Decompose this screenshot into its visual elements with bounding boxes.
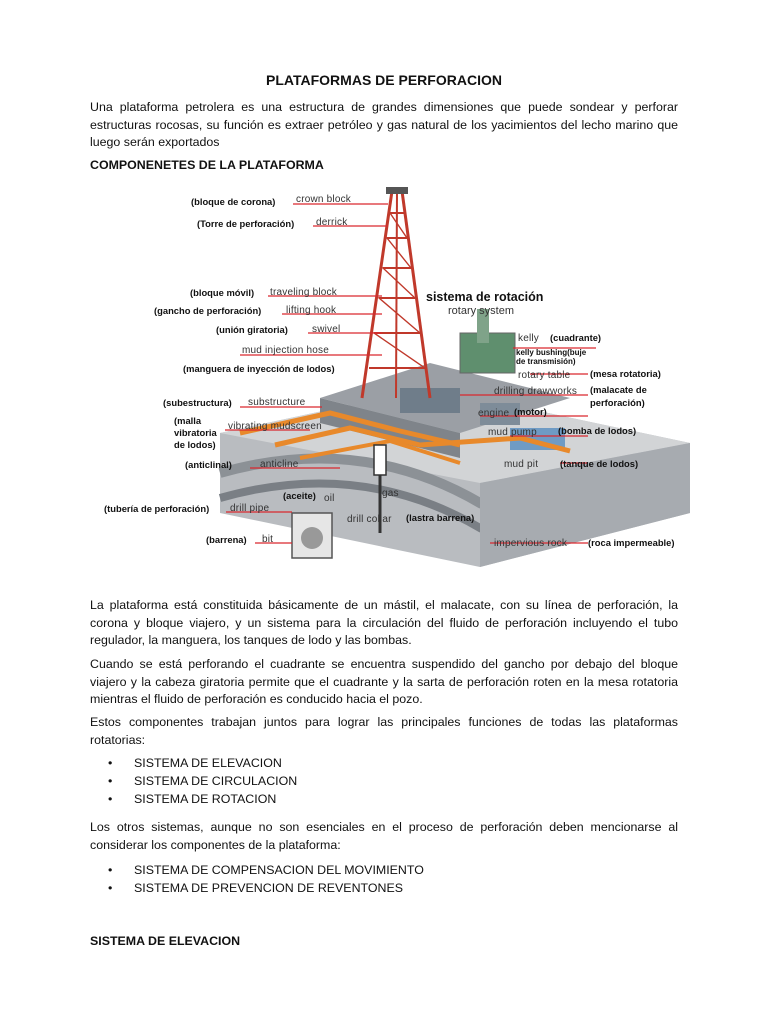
paragraph-1: La plataforma está constituida básicamente de un mástil, el malacate, con su línea de perforación, la corona y bloque viajero, y un sistema para la circulación del fluido de perforación incluyendo el tubo regulador, la manguera, los tanques de lodo y las bombas. [90, 598, 678, 648]
paragraph-4: Los otros sistemas, aunque no son esenciales en el proceso de perforación deben mencionarse al considerar los componentes de la plataforma: [90, 820, 678, 852]
label-es-drawworks-1: (malacate de [590, 384, 647, 395]
label-es-kelly: (cuadrante) [550, 332, 602, 343]
label-es-bit: (barrena) [206, 534, 247, 545]
label-es-drawworks-2: perforación) [590, 397, 645, 408]
components-heading: COMPONENETES DE LA PLATAFORMA [90, 158, 324, 172]
label-en-lifting-hook: lifting hook [286, 305, 337, 316]
main-systems-list [108, 755, 297, 808]
other-systems-list [108, 862, 424, 898]
label-en-drill-pipe: drill pipe [230, 503, 270, 514]
final-heading: SISTEMA DE ELEVACION [90, 934, 241, 948]
label-en-mudscreen: vibrating mudscreen [228, 421, 322, 432]
label-es-kelly-bushing-2: de transmisión) [516, 357, 576, 366]
list-item: • SISTEMA DE CIRCULACION [108, 773, 297, 791]
label-es-mudscreen-1: (malla [174, 415, 202, 426]
drilling-rig-diagram [100, 183, 692, 567]
label-es-impervious-rock: (roca impermeable) [588, 537, 675, 548]
label-es-kelly-bushing-1: kelly bushing(buje [516, 348, 587, 357]
label-en-drill-collar: drill collar [347, 514, 392, 525]
label-es-mudscreen-3: de lodos) [174, 439, 216, 450]
list-item: • SISTEMA DE PREVENCION DE REVENTONES [108, 880, 424, 898]
label-es-derrick: (Torre de perforación) [197, 218, 295, 229]
label-es-crown-block: (bloque de corona) [191, 196, 276, 207]
list-item: • SISTEMA DE ROTACION [108, 791, 297, 809]
label-es-drill-collar: (lastra barrena) [406, 512, 475, 523]
label-en-oil: oil [324, 493, 335, 504]
label-en-mud-injection-hose: mud injection hose [242, 345, 329, 356]
gas-pocket [374, 445, 386, 475]
label-en-gas: gas [382, 488, 399, 499]
label-es-engine: (motor) [514, 406, 547, 417]
label-es-mudscreen-2: vibratoria [174, 427, 217, 438]
list-item: • SISTEMA DE COMPENSACION DEL MOVIMIENTO [108, 862, 424, 880]
label-es-oil: (aceite) [283, 490, 316, 501]
document-title: PLATAFORMAS DE PERFORACION [266, 72, 502, 88]
label-en-anticline: anticline [260, 459, 299, 470]
list-item: • SISTEMA DE ELEVACION [108, 755, 297, 773]
label-en-engine: engine [478, 408, 510, 419]
label-es-mud-injection-hose: (manguera de inyección de lodos) [183, 363, 335, 374]
intro-paragraph: Una plataforma petrolera es una estructura de grandes dimensiones que puede sondear y perforar estructuras rocosas, su función es extraer petróleo y gas natural de los yacimientos del lecho marino que luego serán exportados [90, 100, 678, 150]
label-es-rotary-table: (mesa rotatoria) [590, 368, 661, 379]
label-en-swivel: swivel [312, 324, 341, 335]
label-en-drawworks: drilling drawworks [494, 386, 578, 397]
label-en-substructure: substructure [248, 397, 306, 408]
label-es-mud-pump: (bomba de lodos) [558, 425, 637, 436]
label-en-derrick: derrick [316, 217, 348, 228]
label-es-swivel: (unión giratoria) [216, 324, 288, 335]
label-en-mud-pump: mud pump [488, 427, 537, 438]
rotation-system-subtitle: rotary system [448, 305, 515, 317]
label-es-substructure: (subestructura) [163, 397, 232, 408]
bit-icon [301, 527, 323, 549]
label-en-impervious-rock: impervious rock [494, 538, 568, 549]
label-es-traveling-block: (bloque móvil) [190, 287, 255, 298]
label-es-mud-pit: (tanque de lodos) [560, 458, 639, 469]
paragraph-2: Cuando se está perforando el cuadrante se encuentra suspendido del gancho por debajo del bloque viajero y la cabeza giratoria permite que el cuadrante y la sarta de perforación roten en la mesa rotatoria mientras el fluido de perforación es conducido hacia el pozo. [90, 657, 678, 707]
paragraph-3: Estos componentes trabajan juntos para lograr las principales funciones de todas las plataformas rotatorias: [90, 715, 678, 747]
label-en-rotary-table: rotary table [518, 370, 571, 381]
label-es-drill-pipe: (tubería de perforación) [104, 503, 210, 514]
label-en-traveling-block: traveling block [270, 287, 337, 298]
rotation-system-title: sistema de rotación [426, 290, 544, 304]
label-es-lifting-hook: (gancho de perforación) [154, 305, 262, 316]
label-en-bit: bit [262, 534, 274, 545]
label-en-kelly: kelly [518, 333, 540, 344]
label-en-crown-block: crown block [296, 194, 351, 205]
label-en-mud-pit: mud pit [504, 459, 539, 470]
label-es-anticline: (anticlinal) [185, 459, 232, 470]
